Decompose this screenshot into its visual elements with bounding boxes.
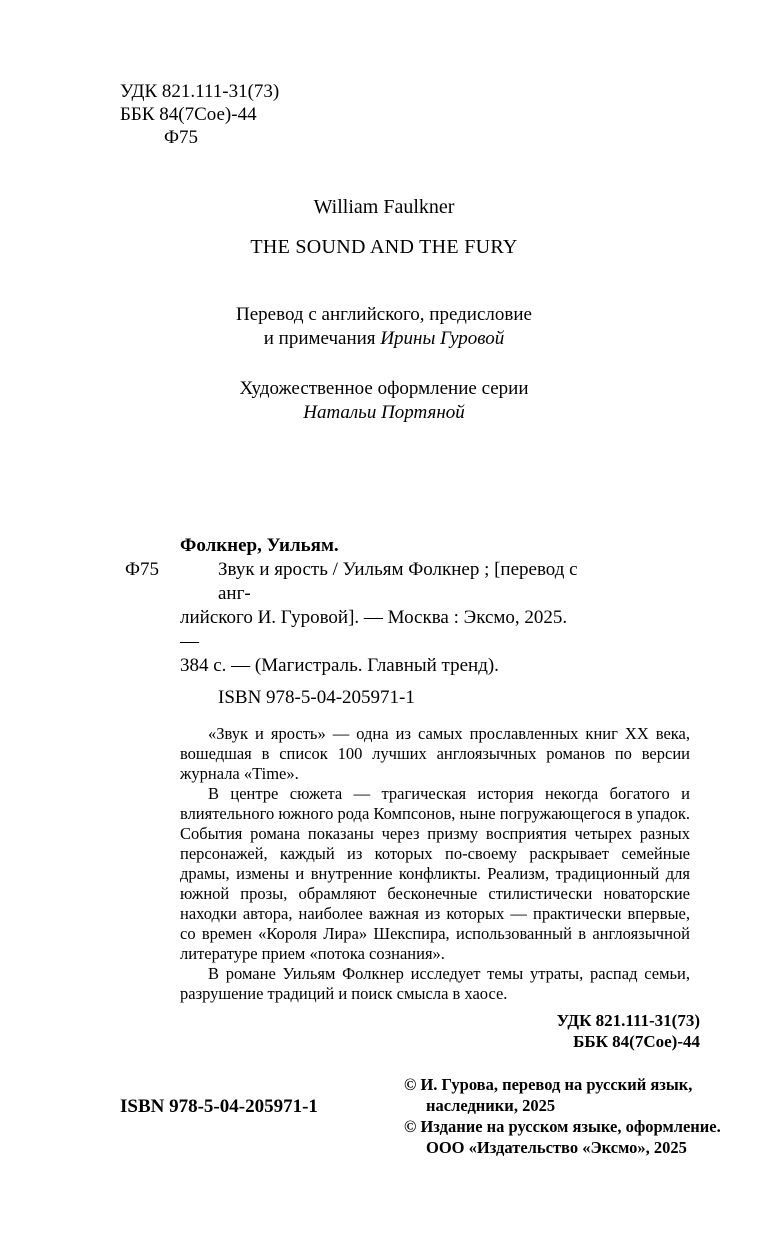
design-credit bbox=[0, 377, 768, 425]
translation-credit bbox=[0, 303, 768, 351]
book-title: THE SOUND AND THE FURY bbox=[250, 236, 518, 258]
isbn-bottom: ISBN 978-5-04-205971-1 bbox=[120, 1096, 318, 1117]
bottom-bibliographic-codes bbox=[0, 1010, 700, 1052]
catalog-entry-line: Звук и ярость / Уильям Фолкнер ; [перевод с анг- bbox=[218, 559, 578, 604]
udk-code: УДК 821.111-31(73) bbox=[120, 81, 280, 102]
catalog-card bbox=[125, 534, 580, 710]
title-block bbox=[0, 196, 768, 425]
catalog-entry-line: 384 с. — (Магистраль. Главный тренд). bbox=[180, 655, 499, 676]
annotation-paragraph-3: В романе Уильям Фолкнер исследует темы утраты, распад семьи, разрушение традиций и поиск смысла в хаосе. bbox=[180, 964, 690, 1003]
bbk-code: ББК 84(7Сое)-44 bbox=[120, 104, 257, 125]
lower-section bbox=[0, 534, 768, 1158]
annotation bbox=[180, 724, 690, 1004]
bbk-code-bottom: ББК 84(7Сое)-44 bbox=[573, 1032, 700, 1051]
catalog-heading: Фолкнер, Уильям. bbox=[180, 535, 339, 556]
copyright-notices bbox=[404, 1074, 768, 1158]
copyright-line: © Издание на русском языке, оформление. bbox=[404, 1117, 721, 1136]
author-sign-code: Ф75 bbox=[164, 127, 199, 148]
translation-credit-line1: Перевод с английского, предисловие bbox=[236, 304, 532, 325]
udk-code-bottom: УДК 821.111-31(73) bbox=[556, 1011, 700, 1030]
translation-credit-line2 bbox=[0, 327, 768, 351]
copyright-line: © И. Гурова, перевод на русский язык, bbox=[404, 1075, 693, 1094]
translation-credit-prefix: и примечания bbox=[263, 328, 381, 349]
copyright-line: наследники, 2025 bbox=[426, 1096, 556, 1115]
designer-name: Натальи Портяной bbox=[303, 402, 465, 423]
annotation-paragraph-2: В центре сюжета — трагическая история некогда богатого и влиятельного южного рода Компсонов, ныне погружающегося в упадок. События романа показаны через призму восприятия четырех разных персонажей, каждый из которых по-своему раскрывает семейные драмы, измены и внутренние конфликты. Реализм, традиционный для южной прозы, обрамляют бесконечные стилистически новаторские находки автора, наиболее важная из которых — практически впервые, со времен «Короля Лира» Шекспира, использованный в англоязычной литературе прием «потока сознания». bbox=[180, 784, 690, 963]
design-credit-line1: Художественное оформление серии bbox=[239, 378, 529, 399]
copyright-line: ООО «Издательство «Эксмо», 2025 bbox=[426, 1138, 687, 1157]
translator-name: Ирины Гуровой bbox=[380, 328, 505, 349]
top-bibliographic-codes bbox=[120, 80, 279, 149]
catalog-isbn: ISBN 978-5-04-205971-1 bbox=[218, 687, 415, 708]
catalog-entry-line: лийского И. Гуровой]. — Москва : Эксмо, 2025. — bbox=[180, 607, 568, 652]
catalog-margin-code: Ф75 bbox=[125, 559, 160, 580]
annotation-paragraph-1: «Звук и ярость» — одна из самых прославленных книг XX века, вошедшая в список 100 лучших англоязычных романов по версии журнала «Time». bbox=[180, 724, 690, 783]
author-name: William Faulkner bbox=[313, 196, 455, 218]
